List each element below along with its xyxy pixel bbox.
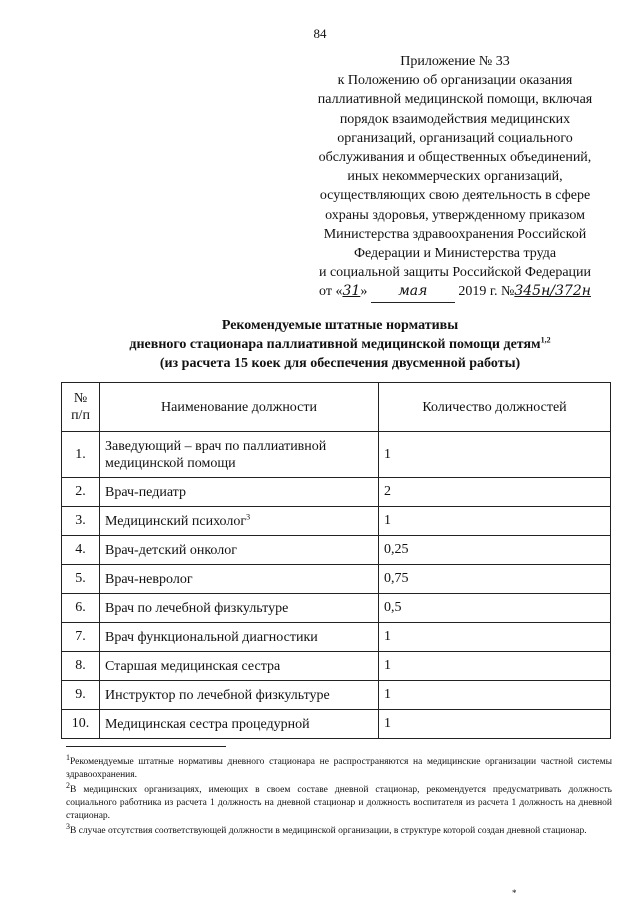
table-row (62, 507, 611, 536)
staff-table (61, 382, 611, 739)
date-month-handwritten: мая (371, 282, 455, 302)
appendix-line: охраны здоровья, утвержденному приказом (325, 207, 585, 223)
row-position: Инструктор по лечебной физкультуре (100, 681, 379, 710)
row-position: Старшая медицинская сестра (100, 652, 379, 681)
footnote-mark: 2 (66, 780, 70, 790)
row-count: 1 (379, 710, 611, 739)
row-num: 10. (62, 710, 100, 739)
row-position: Заведующий – врач по паллиативной медицинской помощи (100, 432, 379, 478)
date-prefix: от « (319, 284, 343, 300)
row-count: 1 (379, 623, 611, 652)
row-position: Врач-педиатр (100, 478, 379, 507)
row-num: 3. (62, 507, 100, 536)
footnotes (66, 752, 612, 840)
row-position: Медицинский психолог$^3$ (100, 507, 379, 536)
appendix-line: Федерации и Министерства труда (353, 246, 557, 262)
row-position: Медицинская сестра процедурной (100, 710, 379, 739)
row-count: 1 (379, 507, 611, 536)
row-num: 4. (62, 536, 100, 565)
row-num: 5. (62, 565, 100, 594)
row-num: 8. (62, 652, 100, 681)
title-footnote-ref: 1,2 (540, 335, 551, 345)
footnote-divider (66, 746, 226, 747)
row-position: Врач-невролог (100, 565, 379, 594)
table-row (62, 432, 611, 478)
table-row (62, 623, 611, 652)
document-title (60, 316, 620, 373)
row-count: 0,25 (379, 536, 611, 565)
title-line-2 (60, 335, 620, 354)
table-row (62, 710, 611, 739)
appendix-line: Приложение № 33 (400, 54, 510, 69)
footnote-mark: 1 (66, 752, 70, 762)
appendix-line: порядок взаимодействия медицинских (339, 111, 571, 127)
table-row (62, 478, 611, 507)
corner-mark: * (512, 888, 517, 898)
row-position: Врач функциональной диагностики (100, 623, 379, 652)
appendix-line: иных некоммерческих организаций, (347, 169, 563, 185)
date-year: 2019 г. № (454, 284, 515, 300)
row-count: 2 (379, 478, 611, 507)
table-row (62, 594, 611, 623)
table-row (62, 681, 611, 710)
row-num: 1. (62, 432, 100, 478)
appendix-line: к Положению об организации оказания (337, 73, 573, 89)
footnote-text: В медицинских организациях, имеющих в своем составе дневной стационар, рекомендуется предусматривать должность социального работника из расчета 1 должность на дневной стационар и должность воспитателя из расчета 1 должность на дневной стационар. (66, 785, 612, 821)
footnote-ref: 3 (246, 511, 251, 521)
row-count: 0,5 (379, 594, 611, 623)
row-num: 9. (62, 681, 100, 710)
row-num: 2. (62, 478, 100, 507)
appendix-header (270, 52, 640, 303)
row-num: 7. (62, 623, 100, 652)
header-position: Наименование должности (100, 383, 379, 432)
appendix-line: обслуживания и общественных объединений, (318, 150, 592, 166)
footnote-text: Рекомендуемые штатные нормативы дневного стационара не распространяются на медицинские организации частной системы здравоохранения. (66, 757, 612, 780)
row-count: 0,75 (379, 565, 611, 594)
order-number-handwritten: 345н/372н (514, 283, 591, 300)
footnote-mark: 3 (66, 821, 70, 831)
row-count: 1 (379, 652, 611, 681)
appendix-line: организаций, организаций социального (337, 130, 573, 146)
table-header-row (62, 383, 611, 432)
title-line-1: Рекомендуемые штатные нормативы (221, 318, 459, 333)
appendix-line: паллиативной медицинской помощи, включая (317, 92, 593, 108)
row-position: Врач-детский онколог (100, 536, 379, 565)
order-date-line (270, 282, 640, 302)
table-row (62, 565, 611, 594)
row-position: Врач по лечебной физкультуре (100, 594, 379, 623)
page-number: 84 (313, 26, 327, 41)
footnote (66, 780, 612, 823)
footnote (66, 821, 612, 838)
row-num: 6. (62, 594, 100, 623)
row-count: 1 (379, 432, 611, 478)
table-row (62, 536, 611, 565)
header-num: № п/п (62, 383, 100, 432)
header-count: Количество должностей (379, 383, 611, 432)
appendix-line: и социальной защиты Российской Федерации (318, 265, 592, 281)
date-mid: » (360, 284, 371, 300)
appendix-line: осуществляющих свою деятельность в сфере (319, 188, 591, 204)
footnote-text: В случае отсутствия соответствующей должности в медицинской организации, в структуре которой создан дневной стационар. (70, 826, 587, 836)
title-line-3: (из расчета 15 коек для обеспечения двусменной работы) (159, 356, 521, 371)
date-day-handwritten: 31 (342, 283, 361, 300)
footnote (66, 752, 612, 782)
appendix-line: Министерства здравоохранения Российской (323, 226, 587, 242)
title-line-2-text: дневного стационара паллиативной медицинской помощи детям (129, 337, 541, 352)
table-row (62, 652, 611, 681)
row-count: 1 (379, 681, 611, 710)
